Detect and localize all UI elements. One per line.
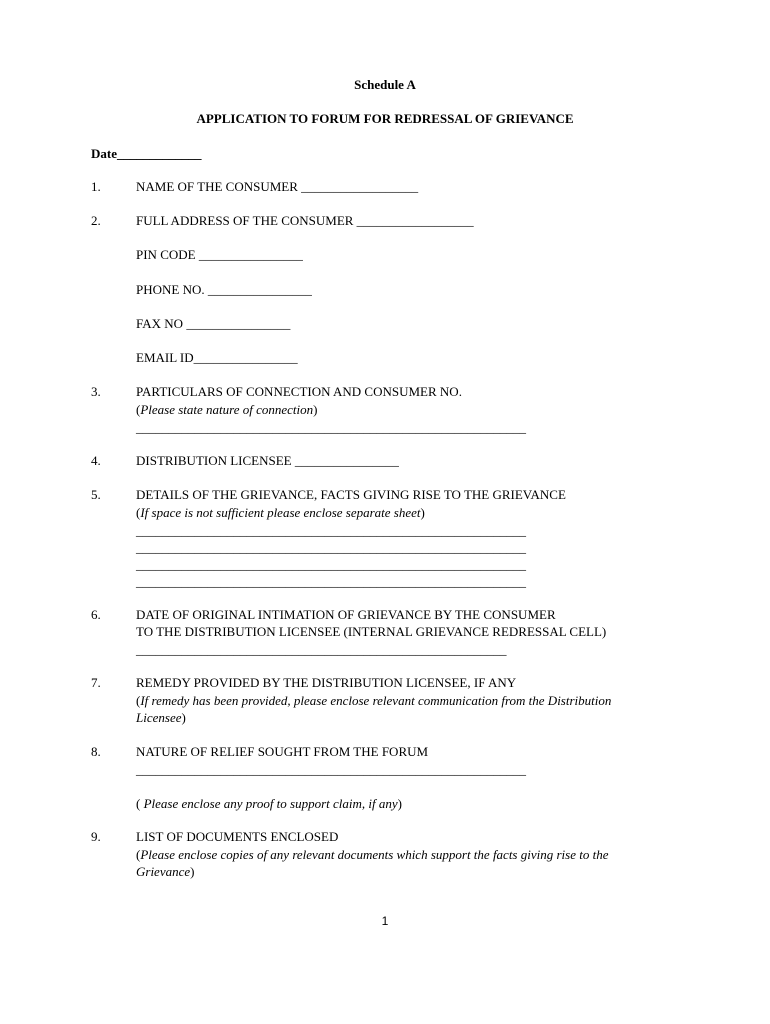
item-9-documents-heading: LIST OF DOCUMENTS ENCLOSED <box>136 829 339 844</box>
item-1-number: 1. <box>91 179 101 194</box>
form-title: APPLICATION TO FORUM FOR REDRESSAL OF GRIEVANCE <box>196 111 574 126</box>
item-5-answer-line[interactable]: ____________________________________________________________ <box>136 540 526 555</box>
item-5-grievance-heading: DETAILS OF THE GRIEVANCE, FACTS GIVING RISE TO THE GRIEVANCE <box>136 487 566 502</box>
item-9-note-text: Please enclose copies of any relevant documents which support the facts giving rise to the <box>140 847 609 862</box>
item-2-number: 2. <box>91 213 101 228</box>
item-6-heading-line-2: TO THE DISTRIBUTION LICENSEE (INTERNAL GRIEVANCE REDRESSAL CELL) <box>136 624 607 639</box>
item-2-full-address[interactable]: FULL ADDRESS OF THE CONSUMER __________________ <box>136 213 474 228</box>
item-8-note-text: Please enclose any proof to support claim, if any <box>140 796 398 811</box>
item-3-particulars-heading: PARTICULARS OF CONNECTION AND CONSUMER NO. <box>136 384 462 399</box>
date-row <box>91 146 202 161</box>
item-9-note-line-2: Grievance) <box>136 864 195 879</box>
schedule-heading: Schedule A <box>354 77 416 92</box>
item-3-note-text: Please state nature of connection <box>140 402 314 417</box>
email-id-field[interactable]: EMAIL ID________________ <box>136 350 298 365</box>
item-7-note: (If remedy has been provided, please enclose relevant communication from the Distribution <box>136 693 612 708</box>
item-3-note: (Please state nature of connection) <box>136 402 318 417</box>
item-8-note: ( Please enclose any proof to support claim, if any) <box>136 796 402 811</box>
item-6-intimation-heading: DATE OF ORIGINAL INTIMATION OF GRIEVANCE BY THE CONSUMER <box>136 607 556 622</box>
fax-number-field[interactable]: FAX NO ________________ <box>136 316 291 331</box>
item-6-answer-line[interactable]: _________________________________________________________ <box>136 642 507 657</box>
item-3-answer-line[interactable]: ____________________________________________________________ <box>136 420 526 435</box>
item-9-number: 9. <box>91 829 101 844</box>
item-6-number: 6. <box>91 607 101 622</box>
item-5-answer-line[interactable]: ____________________________________________________________ <box>136 523 526 538</box>
item-5-note: (If space is not sufficient please enclose separate sheet) <box>136 505 425 520</box>
item-8-answer-line[interactable]: ____________________________________________________________ <box>136 762 526 777</box>
item-9-note-line-2-text: Grievance <box>136 864 191 879</box>
pin-code-field[interactable]: PIN CODE ________________ <box>136 247 303 262</box>
item-4-distribution-licensee[interactable]: DISTRIBUTION LICENSEE ________________ <box>136 453 399 468</box>
item-5-answer-line[interactable]: ____________________________________________________________ <box>136 574 526 589</box>
item-8-relief-heading: NATURE OF RELIEF SOUGHT FROM THE FORUM <box>136 744 429 759</box>
item-7-remedy-heading: REMEDY PROVIDED BY THE DISTRIBUTION LICENSEE, IF ANY <box>136 675 517 690</box>
phone-number-field[interactable]: PHONE NO. ________________ <box>136 282 312 297</box>
item-1-consumer-name[interactable]: NAME OF THE CONSUMER __________________ <box>136 179 419 194</box>
item-7-note-line-2: Licensee) <box>136 710 186 725</box>
item-7-number: 7. <box>91 675 101 690</box>
item-5-note-text: If space is not sufficient please enclose separate sheet <box>140 505 421 520</box>
item-7-note-text: If remedy has been provided, please enclose relevant communication from the Distribution <box>140 693 612 708</box>
item-8-number: 8. <box>91 744 101 759</box>
item-9-note: (Please enclose copies of any relevant documents which support the facts giving rise to the <box>136 847 609 862</box>
date-label: Date <box>91 146 117 161</box>
item-3-number: 3. <box>91 384 101 399</box>
item-5-answer-line[interactable]: ____________________________________________________________ <box>136 557 526 572</box>
item-5-number: 5. <box>91 487 101 502</box>
page-number: 1 <box>381 914 389 928</box>
date-field[interactable]: _____________ <box>117 146 202 161</box>
item-7-note-line-2-text: Licensee <box>136 710 182 725</box>
item-4-number: 4. <box>91 453 101 468</box>
